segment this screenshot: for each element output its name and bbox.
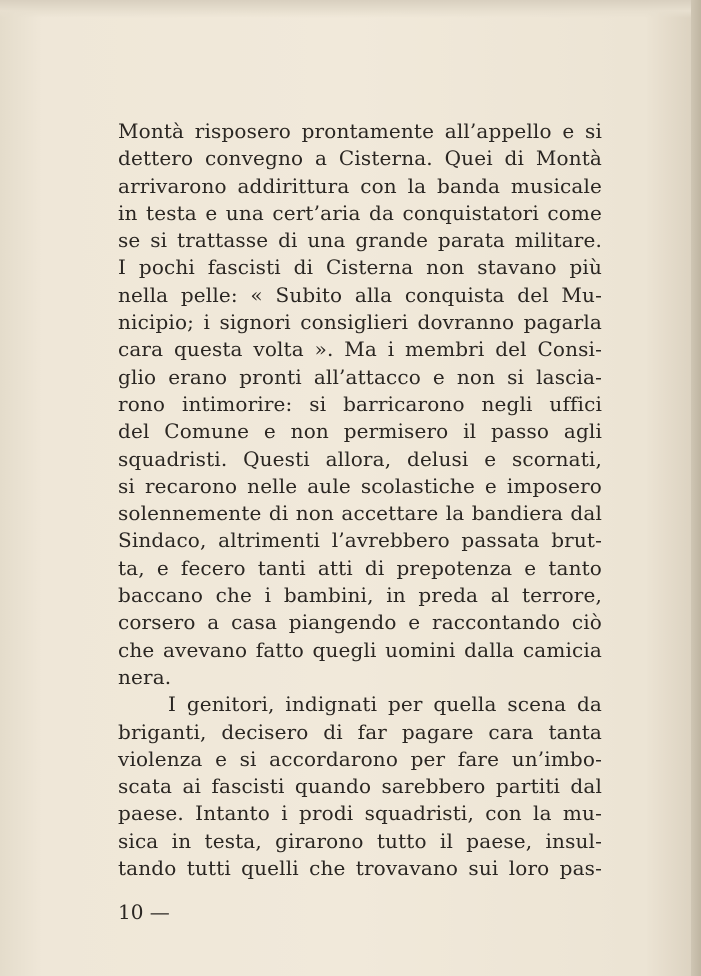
text-line: tando tutti quelli che trovavano sui loro pas- bbox=[118, 856, 602, 881]
text-line: briganti, decisero di far pagare cara tanta bbox=[118, 719, 602, 744]
page-right-edge bbox=[691, 0, 701, 976]
text-line: violenza e si accordarono per fare un’imbo- bbox=[118, 746, 602, 771]
text-line: se si trattasse di una grande parata militare. bbox=[118, 228, 602, 253]
body-text bbox=[118, 118, 602, 882]
text-line: nera. bbox=[118, 664, 172, 689]
text-line: che avevano fatto quegli uomini dalla camicia bbox=[118, 637, 602, 662]
text-line: cara questa volta ». Ma i membri del Consi- bbox=[118, 337, 602, 362]
text-line: ta, e fecero tanti atti di prepotenza e tanto bbox=[118, 555, 602, 580]
text-line: solennemente di non accettare la bandiera dal bbox=[118, 501, 602, 526]
page-number: 10 — bbox=[118, 900, 170, 924]
text-line: scata ai fascisti quando sarebbero partiti dal bbox=[118, 774, 602, 799]
text-line: Montà risposero prontamente all’appello e si bbox=[118, 119, 602, 143]
page-top-edge bbox=[0, 0, 701, 18]
text-line: corsero a casa piangendo e raccontando ciò bbox=[118, 610, 602, 635]
text-line: I genitori, indignati per quella scena da bbox=[168, 692, 602, 717]
text-line: Sindaco, altrimenti l’avrebbero passata brut- bbox=[118, 528, 602, 553]
text-line: dettero convegno a Cisterna. Quei di Montà bbox=[118, 146, 602, 171]
text-line: in testa e una cert’aria da conquistatori come bbox=[118, 200, 602, 225]
text-line: nella pelle: « Subito alla conquista del Mu- bbox=[118, 282, 602, 307]
text-line: nicipio; i signori consiglieri dovranno pagarla bbox=[118, 310, 602, 335]
text-line: baccano che i bambini, in preda al terrore, bbox=[118, 583, 602, 608]
paragraph-1 bbox=[118, 118, 602, 691]
text-line: squadristi. Questi allora, delusi e scornati, bbox=[118, 446, 602, 471]
text-line: rono intimorire: si barricarono negli uffici bbox=[118, 391, 602, 416]
text-line: glio erano pronti all’attacco e non si lascia- bbox=[118, 364, 602, 389]
text-line: I pochi fascisti di Cisterna non stavano più bbox=[118, 255, 602, 280]
text-line: sica in testa, girarono tutto il paese, insul- bbox=[118, 828, 602, 853]
paragraph-2 bbox=[118, 691, 602, 882]
text-line: si recarono nelle aule scolastiche e imposero bbox=[118, 473, 602, 498]
text-line: paese. Intanto i prodi squadristi, con la mu- bbox=[118, 801, 602, 826]
text-line: arrivarono addirittura con la banda musicale bbox=[118, 173, 602, 198]
text-line: del Comune e non permisero il passo agli bbox=[118, 419, 602, 444]
